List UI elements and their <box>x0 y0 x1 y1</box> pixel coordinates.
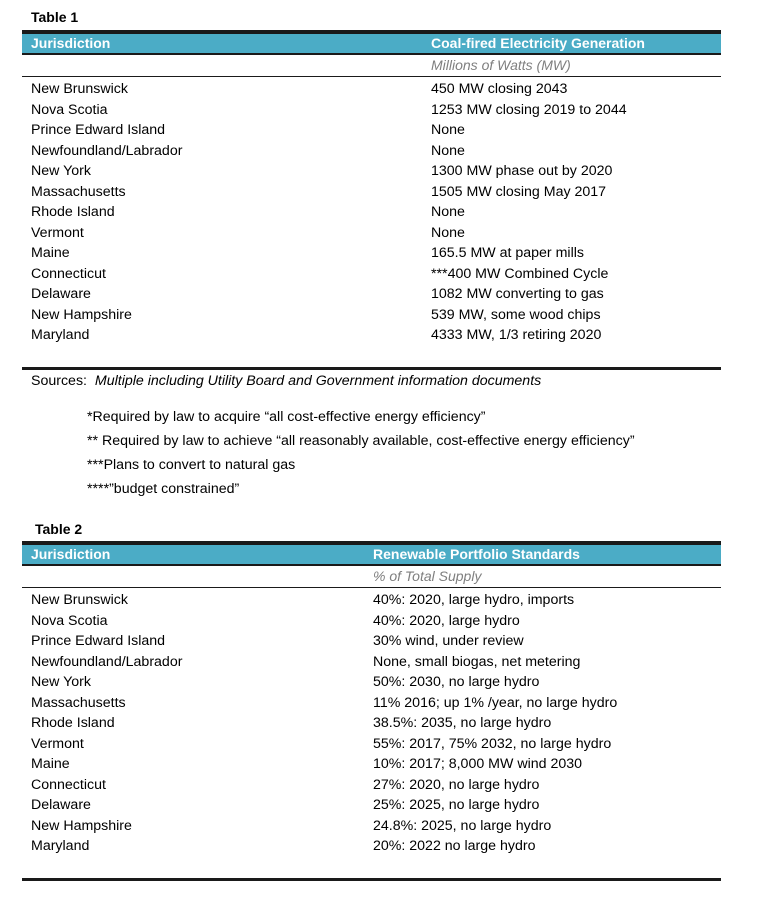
value-cell: 11% 2016; up 1% /year, no large hydro <box>373 694 618 711</box>
table-row <box>22 736 721 757</box>
sources-label: Sources: <box>31 373 87 389</box>
table1-unit-row <box>22 55 721 77</box>
table1-unit: Millions of Watts (MW) <box>431 57 571 73</box>
value-cell: 165.5 MW at paper mills <box>431 245 584 261</box>
value-cell: 40%: 2020, large hydro <box>373 612 520 629</box>
value-cell: None <box>431 224 465 241</box>
jurisdiction-cell: Massachusetts <box>31 183 126 200</box>
value-cell: 24.8%: 2025, no large hydro <box>373 817 552 834</box>
jurisdiction-cell: Rhode Island <box>31 715 115 731</box>
table-row <box>22 81 721 102</box>
jurisdiction-cell: Vermont <box>31 224 84 241</box>
value-cell: 55%: 2017, 75% 2032, no large hydro <box>373 735 612 752</box>
value-cell: 25%: 2025, no large hydro <box>373 797 540 813</box>
table-row <box>22 266 721 287</box>
jurisdiction-cell: Connecticut <box>31 265 106 282</box>
value-cell: 1082 MW converting to gas <box>431 286 604 302</box>
table2-col-rps-header: Renewable Portfolio Standards <box>373 546 580 562</box>
table1-header <box>22 34 721 53</box>
table-row <box>22 674 721 695</box>
table2-title: Table 2 <box>35 521 83 537</box>
table-row <box>22 756 721 777</box>
value-cell: 50%: 2030, no large hydro <box>373 674 540 690</box>
table-row <box>22 327 721 348</box>
table2-unit: % of Total Supply <box>373 568 482 584</box>
jurisdiction-cell: Newfoundland/Labrador <box>31 142 183 159</box>
table1-title: Table 1 <box>31 9 79 25</box>
jurisdiction-cell: Prince Edward Island <box>31 633 166 649</box>
table-row <box>22 613 721 634</box>
jurisdiction-cell: New Brunswick <box>31 81 128 97</box>
table1-bottom-rule <box>22 367 721 370</box>
jurisdiction-cell: Connecticut <box>31 776 106 793</box>
jurisdiction-cell: New York <box>31 674 91 690</box>
table-row <box>22 797 721 818</box>
jurisdiction-cell: New Hampshire <box>31 817 132 834</box>
footnote: ** Required by law to achieve “all reasonably available, cost-effective energy efficiency” <box>87 433 635 449</box>
jurisdiction-cell: Prince Edward Island <box>31 122 166 138</box>
jurisdiction-cell: Maine <box>31 756 70 772</box>
value-cell: 38.5%: 2035, no large hydro <box>373 715 552 731</box>
value-cell: 20%: 2022 no large hydro <box>373 838 536 854</box>
jurisdiction-cell: Nova Scotia <box>31 612 108 629</box>
table-row <box>22 715 721 736</box>
table-row <box>22 204 721 225</box>
value-cell: 4333 MW, 1/3 retiring 2020 <box>431 327 602 343</box>
value-cell: 1300 MW phase out by 2020 <box>431 163 613 179</box>
value-cell: 450 MW closing 2043 <box>431 81 568 97</box>
value-cell: 10%: 2017; 8,000 MW wind 2030 <box>373 756 583 772</box>
table2 <box>22 541 721 859</box>
value-cell: None, small biogas, net metering <box>373 653 581 670</box>
jurisdiction-cell: Maryland <box>31 838 90 854</box>
jurisdiction-cell: Maine <box>31 245 70 261</box>
table1-col-jurisdiction-header: Jurisdiction <box>31 35 111 51</box>
table1-body <box>22 77 721 348</box>
sources-line <box>31 373 541 389</box>
value-cell: 1505 MW closing May 2017 <box>431 183 607 200</box>
table-row <box>22 102 721 123</box>
table2-bottom-rule <box>22 878 721 881</box>
sources-text: Multiple including Utility Board and Government information documents <box>94 373 542 389</box>
footnote: ***Plans to convert to natural gas <box>87 457 296 473</box>
table-row <box>22 695 721 716</box>
table-row <box>22 838 721 859</box>
jurisdiction-cell: New Hampshire <box>31 306 132 323</box>
table-row <box>22 592 721 613</box>
table-row <box>22 633 721 654</box>
table-row <box>22 654 721 675</box>
table-row <box>22 777 721 798</box>
table-row <box>22 286 721 307</box>
value-cell: None <box>431 204 465 220</box>
footnotes <box>87 409 635 505</box>
table-row <box>22 143 721 164</box>
footnote: ****”budget constrained” <box>87 481 240 497</box>
value-cell: 1253 MW closing 2019 to 2044 <box>431 101 627 118</box>
value-cell: 40%: 2020, large hydro, imports <box>373 592 575 608</box>
jurisdiction-cell: Vermont <box>31 735 84 752</box>
table2-unit-row <box>22 566 721 588</box>
jurisdiction-cell: Delaware <box>31 286 91 302</box>
jurisdiction-cell: Rhode Island <box>31 204 115 220</box>
table-row <box>22 122 721 143</box>
table-row <box>22 818 721 839</box>
table2-header <box>22 545 721 564</box>
table-row <box>22 184 721 205</box>
jurisdiction-cell: Delaware <box>31 797 91 813</box>
jurisdiction-cell: Nova Scotia <box>31 101 108 118</box>
table1 <box>22 30 721 348</box>
value-cell: None <box>431 142 465 159</box>
table2-col-jurisdiction-header: Jurisdiction <box>31 546 111 562</box>
value-cell: 27%: 2020, no large hydro <box>373 776 540 793</box>
table-row <box>22 225 721 246</box>
table-row <box>22 163 721 184</box>
table1-col-coal-header: Coal-fired Electricity Generation <box>431 35 645 51</box>
jurisdiction-cell: New Brunswick <box>31 592 128 608</box>
value-cell: ***400 MW Combined Cycle <box>431 265 609 282</box>
jurisdiction-cell: Massachusetts <box>31 694 126 711</box>
jurisdiction-cell: Maryland <box>31 327 90 343</box>
footnote: *Required by law to acquire “all cost-effective energy efficiency” <box>87 409 486 425</box>
jurisdiction-cell: Newfoundland/Labrador <box>31 653 183 670</box>
table-row <box>22 307 721 328</box>
value-cell: None <box>431 122 465 138</box>
table-row <box>22 245 721 266</box>
table2-body <box>22 588 721 859</box>
jurisdiction-cell: New York <box>31 163 91 179</box>
value-cell: 30% wind, under review <box>373 633 524 649</box>
value-cell: 539 MW, some wood chips <box>431 306 601 323</box>
